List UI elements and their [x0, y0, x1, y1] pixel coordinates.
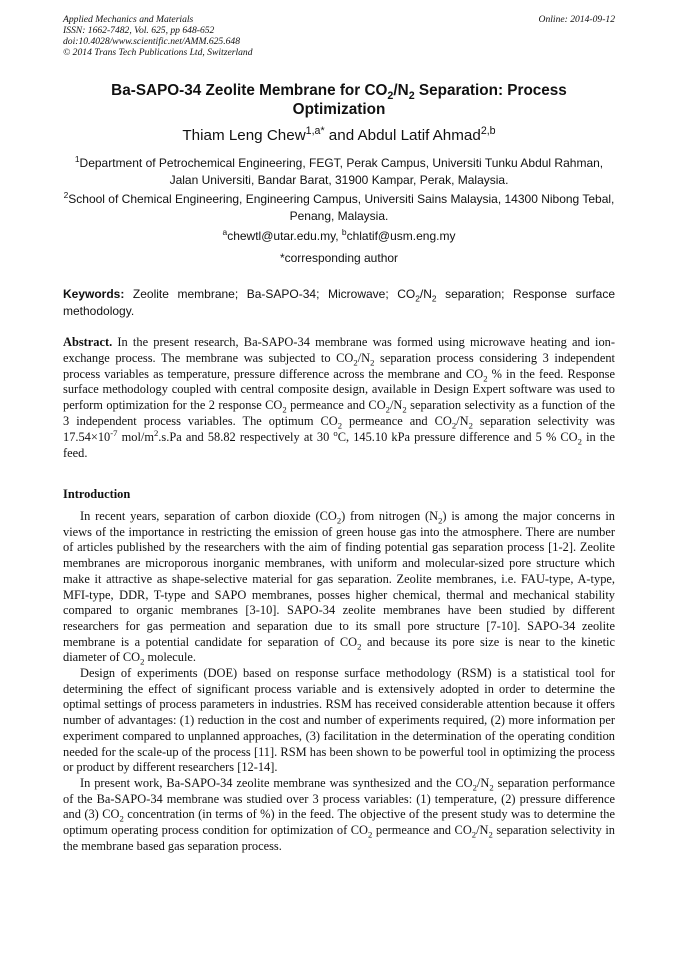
author-1: Thiam Leng Chew [182, 127, 306, 144]
journal-header [63, 14, 615, 58]
section-heading-introduction: Introduction [63, 487, 131, 501]
doi-line: doi:10.4028/www.scientific.net/AMM.625.648 [63, 36, 241, 47]
affiliation-1: $^1$Department of Petrochemical Engineering, FEGT, Perak Campus, Universiti Tunku Abdul Rahman, Jalan Universiti, Bandar Barat, 31900 Kampar, Perak, Malaysia. [74, 154, 604, 187]
keywords: Keywords: Zeolite membrane; Ba-SAPO-34; Microwave; $CO_2/N_2$ separation; Response surface methodology. [63, 287, 615, 318]
online-date: Online: 2014-09-12 [538, 14, 615, 25]
journal-name: Applied Mechanics and Materials [63, 14, 194, 25]
affiliation-2: $^2$School of Chemical Engineering, Engineering Campus, Universiti Sains Malaysia, 14300 Nibong Tebal, Penang, Malaysia. [63, 190, 615, 223]
paper-title: Ba-SAPO-34 Zeolite Membrane for $CO_2/N_2$ Separation: Process Optimization [111, 82, 567, 118]
intro-paragraph-1: In recent years, separation of carbon dioxide $(CO_2)$ from nitrogen $(N_2)$ is among the major concerns in views of the importance in restricting the emission of green house gas into the atmosphere. There are number of articles published by the researchers with the aim of finding potential gas separation process [1-2]. Zeolite membranes are microporous inorganic membranes, with uniform and molecular-sized pore structure which make it attractive as shape-selective material for gas separation. Zeolite membranes, i.e. FAU-type, A-type, MFI-type, DDR, T-type and SAPO membranes, posses higher chemical, thermal and mechanical stability compared to organic membranes [3-10]. SAPO-34 zeolite membranes have been studied by different researchers for gas permeation and separation due to its small pore structure [7-10]. SAPO-34 zeolite membrane is a potential candidate for separation of $CO_2$ and because its pore size is near to the kinetic diameter of $CO_2$ molecule. [63, 509, 615, 667]
author-2: Abdul Latif Ahmad [357, 127, 481, 144]
author-emails: $^a$chewtl@utar.edu.my, $^b$chlatif@usm.eng.my [222, 227, 456, 243]
intro-paragraph-3: In present work, Ba-SAPO-34 zeolite membrane was synthesized and the $CO_2/N_2$ separation performance of the Ba-SAPO-34 membrane was studied over 3 process variables: (1) temperature, (2) pressure difference and (3) $CO_2$ concentration (in terms of %) in the feed. The objective of the present study was to determine the optimum operating process condition for optimization of $CO_2$ permeance and $CO_2/N_2$ separation selectivity in the membrane based gas separation process. [63, 775, 615, 853]
copyright-line: © 2014 Trans Tech Publications Ltd, Switzerland [63, 47, 253, 58]
issn-line: ISSN: 1662-7482, Vol. 625, pp 648-652 [63, 25, 215, 36]
abstract: Abstract. In the present research, Ba-SAPO-34 membrane was formed using microwave heating and ion-exchange process. The membrane was subjected to $CO_2/N_2$ separation process considering 3 independent process variables as temperature, pressure difference across the membrane and $CO_2$ % in the feed. Response surface methodology coupled with central composite design, available in Design Expert software was used to perform optimization for the 2 response $CO_2$ permeance and $CO_2/N_2$ separation selectivity as a function of the 3 independent process variables. The optimum $CO_2$ permeance and $CO_2/N_2$ separation selectivity was $17.54\times 10^{-7}$ mol/$m^2.s.Pa$ and 58.82 respectively at 30 $^o$C, 145.10 kPa pressure difference and 5 % $CO_2$ in the feed. [63, 335, 615, 460]
corresponding-note: *corresponding author [279, 251, 399, 265]
introduction-body [63, 509, 615, 854]
intro-paragraph-2: Design of experiments (DOE) based on response surface methodology (RSM) is a statistical tool for determining the effect of significant process variable and is extensively adopted in order to determine the optimal settings of process parameters in industries. RSM has received considerable attention because it offers number of advantages: (1) reduction in the cost and number of experiments required, (2) more information per experiment compared to unplanned approaches, (3) facilitation in the determination of the operating condition needed for the scale-up of the process [11]. RSM has been shown to be powerful tool in optimizing the process or product by different researchers [12-14]. [63, 666, 615, 775]
author-list: Thiam Leng Chew$^{1,a*}$ and Abdul Latif Ahmad$^{2,b}$ [182, 124, 496, 144]
